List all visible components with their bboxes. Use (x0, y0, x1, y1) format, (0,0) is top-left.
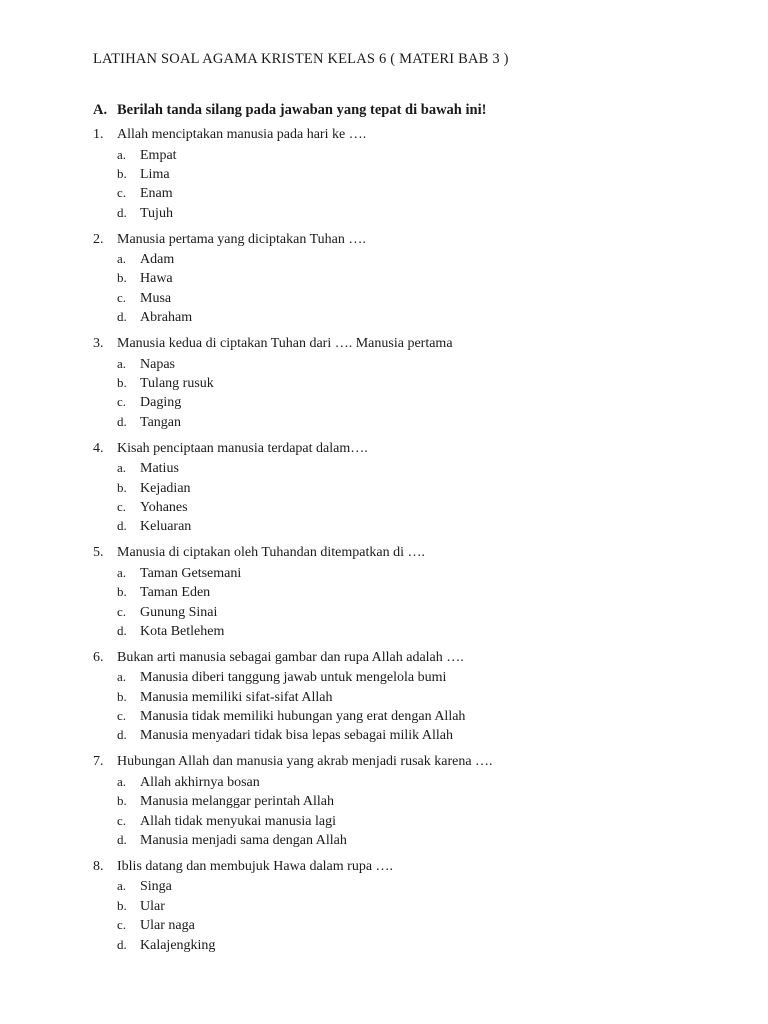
answer-option (93, 830, 733, 849)
question-number: 5. (93, 545, 104, 561)
option-text: Kejadian (140, 480, 191, 496)
option-letter: d. (117, 413, 127, 429)
document-title: LATIHAN SOAL AGAMA KRISTEN KELAS 6 ( MATERI BAB 3 ) (93, 51, 509, 67)
option-text: Tujuh (140, 205, 173, 221)
option-letter: d. (117, 727, 127, 743)
option-letter: b. (117, 270, 127, 286)
option-text: Kota Betlehem (140, 623, 225, 639)
option-letter: d. (117, 622, 127, 638)
option-text: Gunung Sinai (140, 604, 218, 620)
question-number: 2. (93, 231, 104, 247)
option-letter: a. (117, 146, 127, 162)
question-number: 1. (93, 127, 104, 142)
answer-option (93, 667, 733, 686)
option-letter: c. (117, 917, 127, 933)
answer-option (93, 896, 733, 915)
answer-option (93, 354, 733, 373)
option-text: Empat (140, 147, 177, 163)
option-text: Manusia memiliki sifat-sifat Allah (140, 689, 333, 705)
answer-option (93, 249, 733, 268)
question-line (93, 857, 733, 877)
answer-option (93, 478, 733, 497)
option-letter: d. (117, 832, 127, 848)
option-letter: c. (117, 289, 127, 305)
answer-option (93, 621, 733, 640)
option-text: Hawa (140, 271, 173, 287)
option-letter: d. (117, 518, 127, 534)
option-text: Taman Eden (140, 585, 211, 601)
option-letter: b. (117, 688, 127, 704)
question-number: 3. (93, 336, 104, 352)
answer-option (93, 582, 733, 601)
option-letter: b. (117, 375, 127, 391)
option-text: Singa (140, 879, 172, 895)
answer-option (93, 811, 733, 830)
question-line (93, 648, 733, 668)
answer-option (93, 412, 733, 431)
option-text: Keluaran (140, 519, 192, 535)
option-text: Kalajengking (140, 937, 216, 953)
answer-option (93, 164, 733, 183)
question-item (93, 648, 733, 745)
question-number: 8. (93, 858, 104, 874)
answer-option (93, 458, 733, 477)
question-text: Allah menciptakan manusia pada hari ke …. (117, 127, 367, 142)
option-letter: c. (117, 498, 127, 514)
answer-option (93, 706, 733, 725)
option-letter: a. (117, 878, 127, 894)
question-list (93, 125, 733, 962)
question-number: 4. (93, 440, 104, 456)
option-letter: d. (117, 309, 127, 325)
question-text: Kisah penciptaan manusia terdapat dalam…. (117, 440, 368, 456)
option-text: Matius (140, 461, 179, 477)
option-letter: b. (117, 584, 127, 600)
option-text: Tangan (140, 414, 182, 430)
answer-option (93, 876, 733, 895)
option-text: Yohanes (140, 499, 188, 515)
option-letter: a. (117, 460, 127, 476)
question-number: 7. (93, 754, 104, 770)
question-text: Bukan arti manusia sebagai gambar dan rupa Allah adalah …. (117, 649, 464, 665)
question-item (93, 543, 733, 640)
section-letter: A. (93, 102, 108, 118)
question-line (93, 543, 733, 563)
section-instruction: Berilah tanda silang pada jawaban yang tepat di bawah ini! (117, 102, 487, 118)
question-line (93, 334, 733, 354)
answer-option (93, 602, 733, 621)
question-item (93, 334, 733, 431)
option-text: Lima (140, 166, 170, 182)
option-text: Manusia menjadi sama dengan Allah (140, 833, 347, 849)
answer-option (93, 563, 733, 582)
answer-option (93, 516, 733, 535)
option-text: Napas (140, 356, 175, 372)
option-text: Allah tidak menyukai manusia lagi (140, 813, 336, 829)
option-letter: b. (117, 897, 127, 913)
option-letter: c. (117, 185, 127, 201)
answer-option (93, 935, 733, 954)
question-text: Manusia di ciptakan oleh Tuhandan ditempatkan di …. (117, 545, 425, 561)
option-text: Manusia melanggar perintah Allah (140, 794, 334, 810)
option-letter: d. (117, 936, 127, 952)
answer-option (93, 725, 733, 744)
answer-option (93, 497, 733, 516)
question-text: Iblis datang dan membujuk Hawa dalam rupa …. (117, 858, 394, 874)
option-letter: c. (117, 603, 127, 619)
option-letter: a. (117, 355, 127, 371)
option-text: Abraham (140, 310, 193, 326)
option-letter: a. (117, 564, 127, 580)
answer-option (93, 145, 733, 164)
question-line (93, 125, 733, 145)
question-item (93, 439, 733, 536)
option-letter: c. (117, 394, 127, 410)
answer-option (93, 203, 733, 222)
option-text: Taman Getsemani (140, 565, 242, 581)
option-letter: a. (117, 251, 127, 267)
answer-option (93, 307, 733, 326)
question-text: Manusia pertama yang diciptakan Tuhan …. (117, 231, 366, 247)
option-text: Manusia diberi tanggung jawab untuk mengelola bumi (140, 670, 447, 686)
question-line (93, 439, 733, 459)
question-item (93, 752, 733, 849)
answer-option (93, 373, 733, 392)
option-letter: b. (117, 793, 127, 809)
answer-option (93, 288, 733, 307)
answer-option (93, 915, 733, 934)
answer-option (93, 268, 733, 287)
question-line (93, 230, 733, 250)
option-text: Adam (140, 252, 175, 268)
option-text: Daging (140, 395, 182, 411)
question-text: Manusia kedua di ciptakan Tuhan dari …. Manusia pertama (117, 336, 453, 352)
option-letter: a. (117, 669, 127, 685)
option-text: Ular naga (140, 918, 195, 934)
question-text: Hubungan Allah dan manusia yang akrab menjadi rusak karena …. (117, 754, 493, 770)
option-text: Enam (140, 186, 173, 202)
option-text: Allah akhirnya bosan (140, 774, 260, 790)
answer-option (93, 183, 733, 202)
option-letter: b. (117, 165, 127, 181)
option-text: Manusia menyadari tidak bisa lepas sebagai milik Allah (140, 728, 453, 744)
question-line (93, 752, 733, 772)
question-item (93, 125, 733, 222)
option-letter: c. (117, 708, 127, 724)
option-text: Musa (140, 290, 172, 306)
option-letter: b. (117, 479, 127, 495)
question-number: 6. (93, 649, 104, 665)
answer-option (93, 392, 733, 411)
option-letter: d. (117, 204, 127, 220)
option-text: Ular (140, 898, 165, 914)
answer-option (93, 772, 733, 791)
option-letter: c. (117, 812, 127, 828)
question-item (93, 230, 733, 327)
option-text: Tulang rusuk (140, 376, 214, 392)
question-item (93, 857, 733, 954)
option-letter: a. (117, 773, 127, 789)
option-text: Manusia tidak memiliki hubungan yang erat dengan Allah (140, 709, 466, 725)
answer-option (93, 687, 733, 706)
section-heading (93, 102, 486, 119)
answer-option (93, 791, 733, 810)
